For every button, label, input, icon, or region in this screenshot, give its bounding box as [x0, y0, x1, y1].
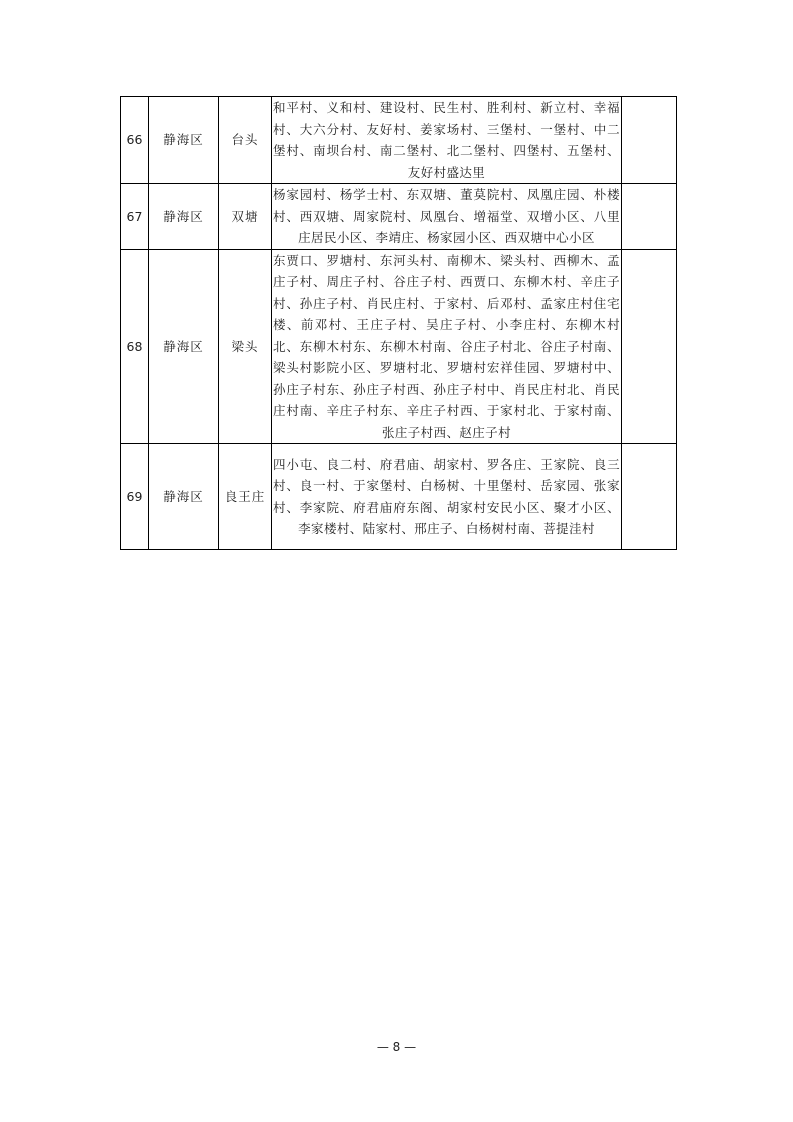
areas-cell: 和平村、义和村、建设村、民生村、胜利村、新立村、幸福村、大六分村、友好村、姜家场村、三堡村、一堡村、中二堡村、南坝台村、南二堡村、北二堡村、四堡村、五堡村、友好村盛达里: [272, 97, 622, 184]
table-row: [121, 249, 677, 444]
town-cell: 台头: [219, 97, 272, 184]
district-cell: 静海区: [149, 249, 219, 444]
district-cell: 静海区: [149, 97, 219, 184]
row-number: 69: [121, 444, 149, 550]
areas-cell: 东贾口、罗塘村、东河头村、南柳木、梁头村、西柳木、孟庄子村、周庄子村、谷庄子村、西贾口、东柳木村、辛庄子村、孙庄子村、肖民庄村、于家村、后邓村、孟家庄村住宅楼、前邓村、王庄子村、吴庄子村、小李庄村、东柳木村北、东柳木村东、东柳木村南、谷庄子村北、谷庄子村南、梁头村影院小区、罗塘村北、罗塘村宏祥佳园、罗塘村中、孙庄子村东、孙庄子村西、孙庄子村中、肖民庄村北、肖民庄村南、辛庄子村东、辛庄子村西、于家村北、于家村南、张庄子村西、赵庄子村: [272, 249, 622, 444]
note-cell: [622, 184, 677, 250]
district-cell: 静海区: [149, 444, 219, 550]
town-cell: 双塘: [219, 184, 272, 250]
table-row: [121, 184, 677, 250]
areas-cell: 杨家园村、杨学士村、东双塘、董莫院村、凤凰庄园、朴楼村、西双塘、周家院村、凤凰台、增福堂、双增小区、八里庄居民小区、李靖庄、杨家园小区、西双塘中心小区: [272, 184, 622, 250]
district-cell: 静海区: [149, 184, 219, 250]
town-cell: 良王庄: [219, 444, 272, 550]
note-cell: [622, 444, 677, 550]
document-table: [120, 96, 677, 550]
row-number: 66: [121, 97, 149, 184]
row-number: 68: [121, 249, 149, 444]
note-cell: [622, 249, 677, 444]
table-row: [121, 444, 677, 550]
row-number: 67: [121, 184, 149, 250]
table-row: [121, 97, 677, 184]
page-number: — 8 —: [376, 1040, 417, 1054]
areas-cell: 四小屯、良二村、府君庙、胡家村、罗各庄、王家院、良三村、良一村、于家堡村、白杨树、十里堡村、岳家园、张家村、李家院、府君庙府东阁、胡家村安民小区、聚才小区、李家楼村、陆家村、邢庄子、白杨树村南、菩提洼村: [272, 444, 622, 550]
note-cell: [622, 97, 677, 184]
town-cell: 梁头: [219, 249, 272, 444]
